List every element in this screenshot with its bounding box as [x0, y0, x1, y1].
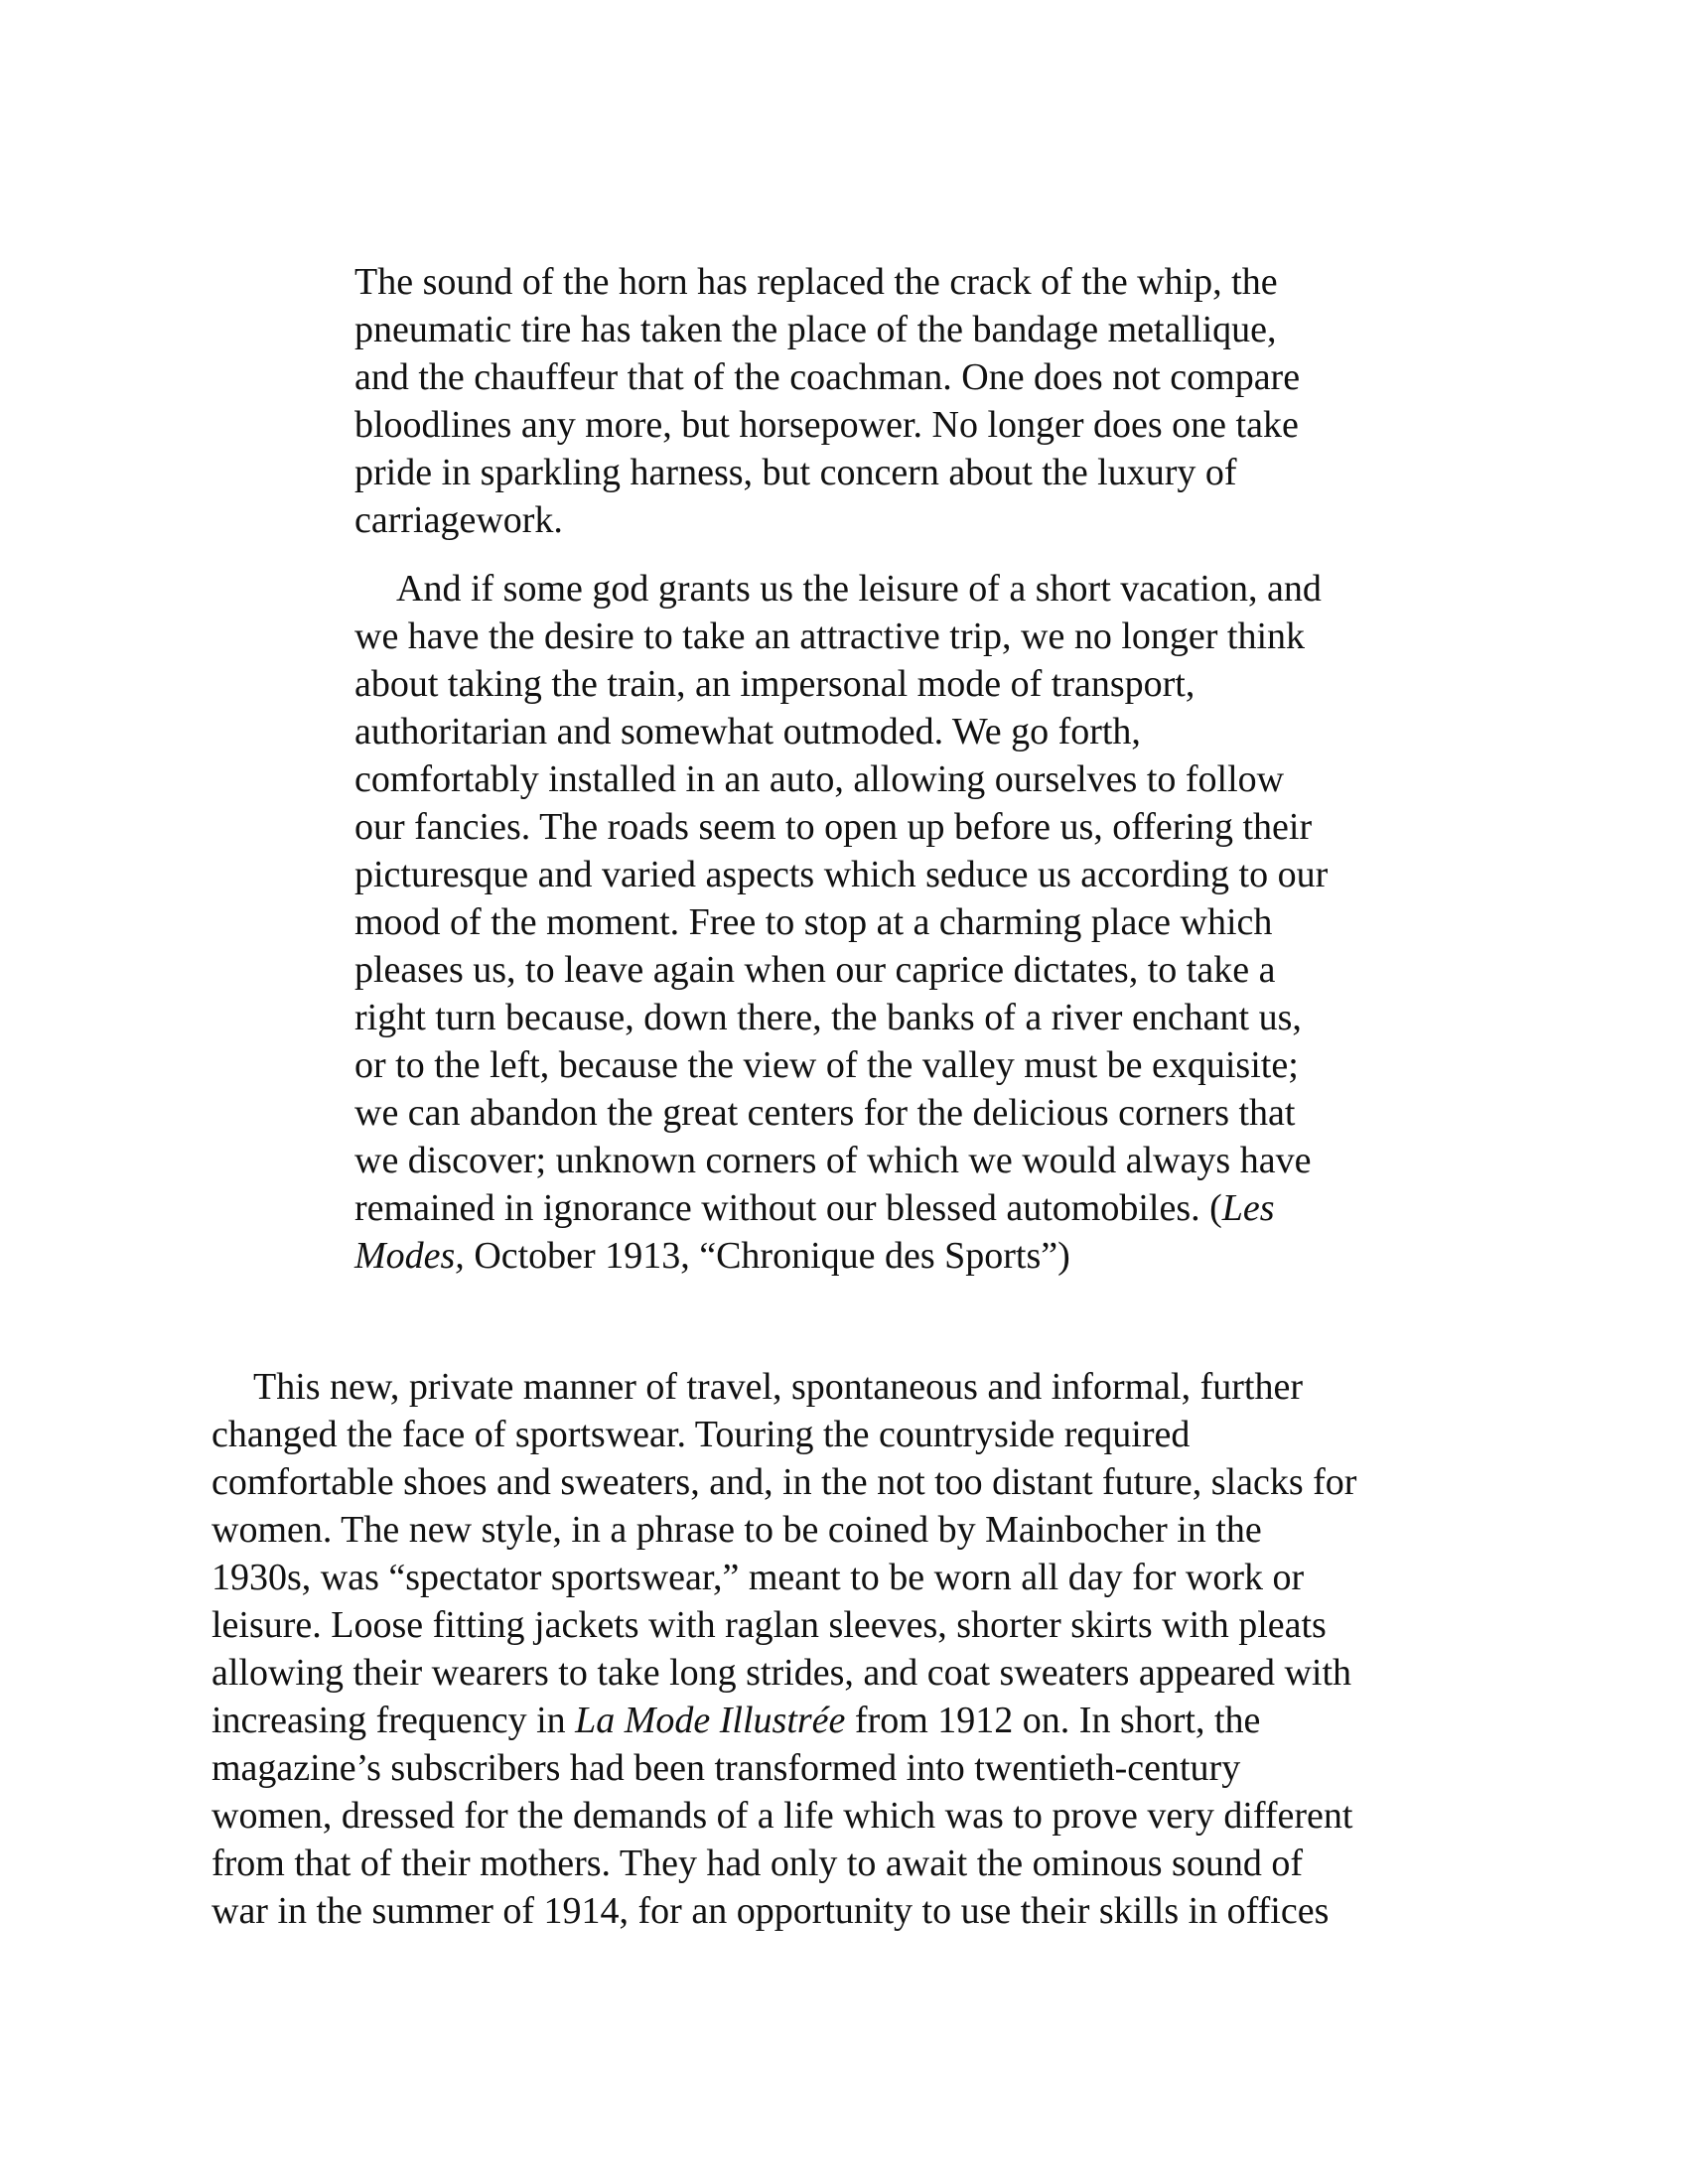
quote-line: [354, 1232, 1486, 1280]
quote-line: our fancies. The roads seem to open up before us, offering their: [354, 806, 1313, 848]
quote-line: authoritarian and somewhat outmoded. We go forth,: [354, 711, 1141, 752]
quote-citation: October 1913, “Chronique des Sports”): [464, 1235, 1070, 1277]
quote-line: pleases us, to leave again when our caprice dictates, to take a: [354, 949, 1276, 991]
body-text: from 1912 on. In short, the: [845, 1700, 1261, 1741]
body-line: [211, 1697, 1502, 1744]
quote-line: we discover; unknown corners of which we would always have: [354, 1140, 1312, 1181]
quote-paragraph-1: [354, 258, 1486, 544]
body-line: changed the face of sportswear. Touring the countryside required: [211, 1414, 1191, 1455]
quote-line: [354, 1184, 1486, 1232]
quote-line: bloodlines any more, but horsepower. No longer does one take: [354, 404, 1299, 446]
body-line: magazine’s subscribers had been transformed into twentieth-century: [211, 1747, 1241, 1789]
quote-line: pride in sparkling harness, but concern about the luxury of: [354, 452, 1237, 493]
body-line: from that of their mothers. They had only to await the ominous sound of: [211, 1843, 1303, 1884]
quote-line: and the chauffeur that of the coachman. One does not compare: [354, 356, 1301, 398]
quote-line: we have the desire to take an attractive trip, we no longer think: [354, 615, 1306, 657]
quote-line: right turn because, down there, the banks of a river enchant us,: [354, 997, 1302, 1038]
source-title-italic: Les: [1221, 1187, 1275, 1229]
body-paragraph: [211, 1363, 1502, 1935]
quote-line: comfortably installed in an auto, allowing ourselves to follow: [354, 758, 1285, 800]
quote-line: mood of the moment. Free to stop at a charming place which: [354, 901, 1273, 943]
magazine-title-italic: La Mode Illustrée: [575, 1700, 846, 1741]
body-line: war in the summer of 1914, for an opportunity to use their skills in offices: [211, 1890, 1330, 1932]
quote-line: we can abandon the great centers for the delicious corners that: [354, 1092, 1296, 1134]
quote-text: remained in ignorance without our blessed automobiles. (: [354, 1187, 1222, 1229]
quote-line: or to the left, because the view of the valley must be exquisite;: [354, 1044, 1299, 1086]
quote-line: The sound of the horn has replaced the crack of the whip, the: [354, 261, 1278, 303]
quote-line: about taking the train, an impersonal mode of transport,: [354, 663, 1196, 705]
quote-line: pneumatic tire has taken the place of the bandage metallique,: [354, 309, 1277, 350]
block-quote: [354, 258, 1486, 1280]
body-line: This new, private manner of travel, spontaneous and informal, further: [253, 1366, 1303, 1408]
quote-line: carriagework.: [354, 499, 563, 541]
body-line: women. The new style, in a phrase to be coined by Mainbocher in the: [211, 1509, 1262, 1551]
quote-line: And if some god grants us the leisure of a short vacation, and: [396, 568, 1322, 610]
body-line: women, dressed for the demands of a life which was to prove very different: [211, 1795, 1353, 1837]
source-title-italic: Modes,: [354, 1235, 465, 1277]
quote-paragraph-2: [354, 565, 1486, 1280]
body-line: 1930s, was “spectator sportswear,” meant to be worn all day for work or: [211, 1557, 1305, 1598]
body-line: comfortable shoes and sweaters, and, in the not too distant future, slacks for: [211, 1461, 1357, 1503]
body-line: allowing their wearers to take long strides, and coat sweaters appeared with: [211, 1652, 1352, 1694]
quote-line: picturesque and varied aspects which seduce us according to our: [354, 854, 1329, 895]
body-text: increasing frequency in: [211, 1700, 576, 1741]
body-line: leisure. Loose fitting jackets with raglan sleeves, shorter skirts with pleats: [211, 1604, 1327, 1646]
